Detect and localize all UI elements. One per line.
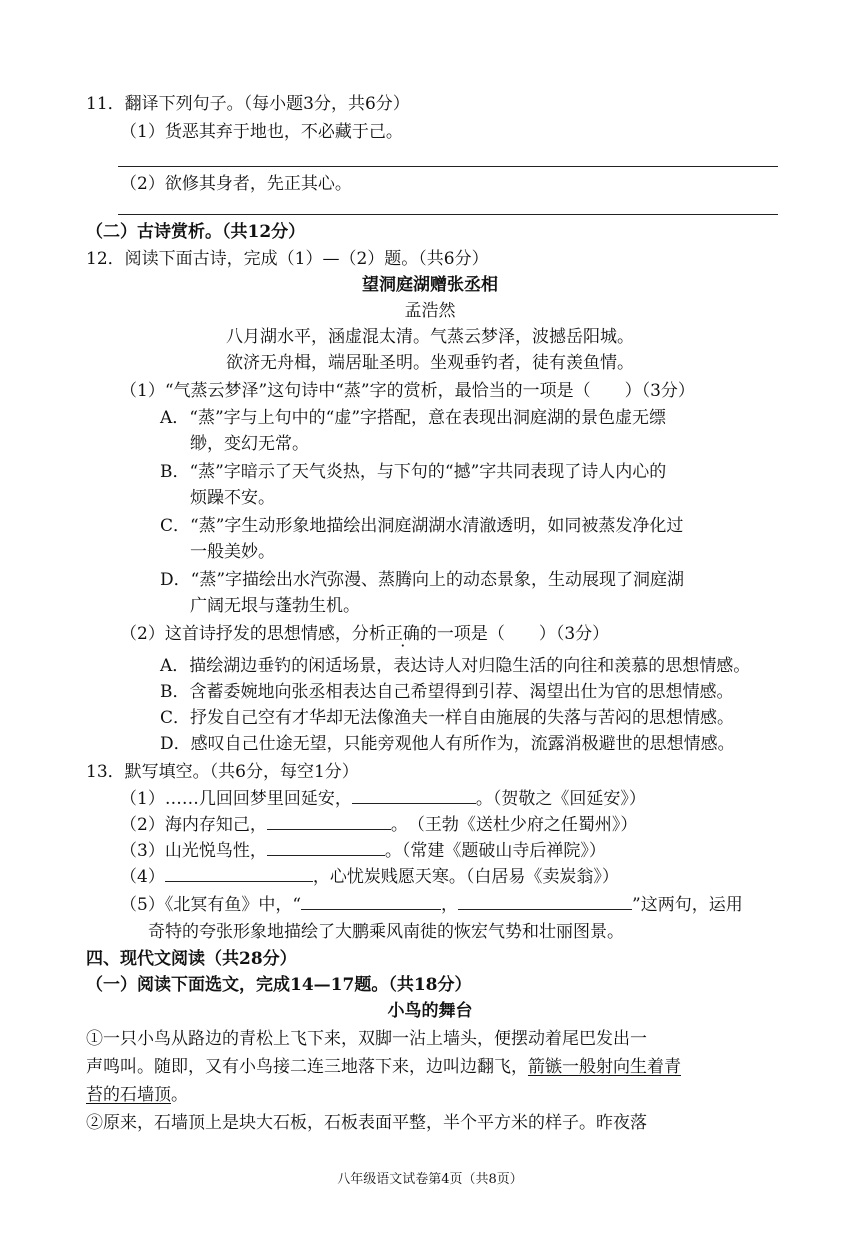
section-title-modern-reading: 四、现代文阅读（共28分） (86, 949, 297, 969)
q12-sub1-stem: （1）“气蒸云梦泽”这句诗中“蒸”字的赏析，最恰当的一项是（ ）（3分） (120, 381, 695, 401)
underlined-phrase: 箭镞一般射向生着青 (528, 1057, 681, 1077)
q12-sub2-stem-post: 的一项是（ ）（3分） (419, 624, 610, 644)
q12-sub1-option-d-cont: 广阔无垠与蓬勃生机。 (190, 596, 360, 616)
q11-sentence-1: （1）货恶其弃于地也，不必藏于己。 (120, 122, 403, 142)
q12-sub1-option-c-cont: 一般美妙。 (190, 542, 275, 562)
fill-5-comma: ， (441, 895, 459, 915)
q12-sub1-option-b-cont: 烦躁不安。 (190, 488, 275, 508)
passage-p1-line1: ①一只小鸟从路边的青松上飞下来，双脚一沾上墙头，便摆动着尾巴发出一 (86, 1029, 647, 1049)
fill-2-prefix: （2）海内存知己， (120, 815, 267, 835)
fill-blank-1[interactable] (352, 787, 476, 804)
fill-blank-4[interactable] (165, 865, 313, 882)
fill-item-1 (120, 787, 646, 811)
fill-3-suffix: 。（常建《题破山寺后禅院》） (384, 841, 606, 861)
poem-author: 孟浩然 (404, 301, 456, 321)
fill-item-5 (120, 893, 743, 917)
q12-sub2-option-c: C．抒发自己空有才华却无法像渔夫一样自由施展的失落与苦闷的思想情感。 (160, 708, 735, 728)
fill-blank-2[interactable] (267, 813, 391, 830)
fill-4-suffix: ，心忧炭贱愿天寒。（白居易《卖炭翁》） (312, 867, 619, 887)
q12-sub1-option-c: C．“蒸”字生动形象地描绘出洞庭湖湖水清澈透明，如同被蒸发净化过 (160, 516, 684, 536)
poem-line-1: 八月湖水平，涵虚混太清。气蒸云梦泽，波撼岳阳城。 (226, 327, 634, 347)
q11-sentence-2: （2）欲修其身者，先正其心。 (120, 174, 352, 194)
fill-blank-3[interactable] (267, 839, 385, 856)
answer-line-1 (118, 166, 778, 167)
fill-3-prefix: （3）山光悦鸟性， (120, 841, 267, 861)
q12-sub1-option-d: D．“蒸”字描绘出水汽弥漫、蒸腾向上的动态景象，生动展现了洞庭湖 (160, 570, 685, 590)
q11-stem: 11．翻译下列句子。（每小题3分，共6分） (86, 94, 410, 114)
fill-4-prefix: （4） (120, 867, 165, 887)
q12-sub2-option-a: A．描绘湖边垂钓的闲适场景，表达诗人对归隐生活的向往和羡慕的思想情感。 (160, 656, 751, 676)
q12-sub1-option-a: A．“蒸”字与上句中的“虚”字搭配，意在表现出洞庭湖的景色虚无缥 (160, 408, 667, 428)
fill-item-2 (120, 813, 637, 837)
q12-stem: 12．阅读下面古诗，完成（1）—（2）题。（共6分） (86, 249, 489, 269)
fill-item-4 (120, 865, 619, 889)
passage-p1-line3 (86, 1083, 188, 1107)
underlined-phrase-cont: 苔的石墙顶 (86, 1085, 171, 1105)
fill-blank-5a[interactable] (301, 893, 441, 910)
answer-line-2 (118, 214, 778, 215)
q12-sub2-option-d: D．感叹自己仕途无望，只能旁观他人有所作为，流露消极避世的思想情感。 (160, 734, 735, 754)
q12-sub2-option-b: B．含蓄委婉地向张丞相表达自己希望得到引荐、渴望出仕为官的思想情感。 (160, 682, 734, 702)
fill-blank-5b[interactable] (458, 893, 632, 910)
section-title-poetry: （二）古诗赏析。（共12分） (86, 222, 306, 242)
passage-p1-line3-end: 。 (171, 1085, 188, 1105)
fill-1-suffix: 。（贺敬之《回延安》） (475, 789, 646, 809)
q13-stem: 13．默写填空。（共6分，每空1分） (86, 762, 359, 782)
fill-5-suffix: ”这两句，运用 (632, 895, 743, 915)
page-footer: 八年级语文试卷第4页（共8页） (337, 1172, 523, 1187)
q12-sub1-option-a-cont: 缈，变幻无常。 (190, 434, 309, 454)
fill-2-suffix: 。 （王勃《送杜少府之任蜀州》） (390, 815, 638, 835)
emphasis-correct: 正确 (385, 624, 420, 644)
poem-title: 望洞庭湖赠张丞相 (362, 275, 498, 295)
passage-p1-line2 (86, 1055, 681, 1079)
fill-item-5-cont: 奇特的夸张形象地描绘了大鹏乘风南徙的恢宏气势和壮丽图景。 (148, 922, 624, 942)
q12-sub2-stem (120, 622, 609, 646)
passage-title: 小鸟的舞台 (387, 1001, 473, 1021)
q12-sub1-option-b: B．“蒸”字暗示了天气炎热，与下句的“撼”字共同表现了诗人内心的 (160, 462, 667, 482)
poem-line-2: 欲济无舟楫，端居耻圣明。坐观垂钓者，徒有羡鱼情。 (226, 353, 634, 373)
passage-p1-line2-text: 声鸣叫。随即，又有小鸟接二连三地落下来，边叫边翻飞， (86, 1057, 528, 1077)
fill-1-prefix: （1）……几回回梦里回延安， (120, 789, 352, 809)
passage-p2-line1: ②原来，石墙顶上是块大石板，石板表面平整，半个平方米的样子。昨夜落 (86, 1113, 647, 1133)
fill-5-prefix: （5）《北冥有鱼》中，“ (120, 895, 302, 915)
fill-item-3 (120, 839, 606, 863)
subsection-title: （一）阅读下面选文，完成14—17题。（共18分） (86, 975, 472, 995)
q12-sub2-stem-pre: （2）这首诗抒发的思想情感，分析 (120, 624, 386, 644)
